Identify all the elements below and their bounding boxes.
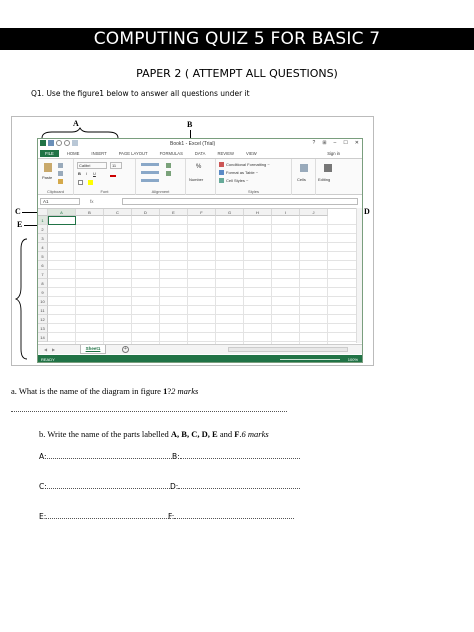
question-b-labels: A, B, C, D, E xyxy=(170,429,218,439)
gridline-vertical xyxy=(103,216,104,344)
row-header-6[interactable]: 6 xyxy=(38,261,48,270)
row-header-9[interactable]: 9 xyxy=(38,288,48,297)
gridline-vertical xyxy=(271,216,272,344)
cells-group xyxy=(292,159,316,195)
gridline-horizontal xyxy=(48,314,358,315)
format-painter-icon[interactable] xyxy=(58,179,63,184)
question-a-text: a. What is the name of the diagram in figure xyxy=(11,386,164,396)
number-group xyxy=(186,159,216,195)
font-name-select[interactable]: Calibri xyxy=(77,162,107,169)
help-button[interactable]: ? xyxy=(312,140,316,146)
answer-f-label: F: xyxy=(168,512,175,521)
styles-group xyxy=(216,159,292,195)
vertical-scrollbar[interactable] xyxy=(356,208,362,343)
sheet-tab-sheet1[interactable]: Sheet1 xyxy=(80,345,106,354)
quiz-title: COMPUTING QUIZ 5 FOR BASIC 7 xyxy=(0,28,474,50)
row-header-2[interactable]: 2 xyxy=(38,225,48,234)
paste-button[interactable]: Paste xyxy=(42,175,53,180)
gridline-horizontal xyxy=(48,278,358,279)
gridline-horizontal xyxy=(48,260,358,261)
font-group-label: Font xyxy=(100,189,109,194)
gridline-horizontal xyxy=(48,332,358,333)
question-a-marks: 2 marks xyxy=(171,386,199,396)
cells-icon xyxy=(300,164,308,172)
tab-formulas[interactable]: FORMULAS xyxy=(159,150,183,156)
bold-button[interactable]: B xyxy=(78,171,81,176)
fill-color-icon[interactable] xyxy=(88,180,93,185)
formula-input[interactable] xyxy=(122,198,358,205)
sheet-tab-bar xyxy=(38,344,362,354)
undo-icon[interactable] xyxy=(56,140,62,146)
tab-page-layout[interactable]: PAGE LAYOUT xyxy=(118,150,148,156)
alignment-group xyxy=(136,159,186,195)
question-b-tail: . xyxy=(239,429,242,439)
align-top-icon[interactable] xyxy=(141,163,159,166)
gridline-horizontal xyxy=(48,287,358,288)
zoom-level[interactable]: 100% xyxy=(347,357,358,362)
editing-group xyxy=(316,159,340,195)
answer-line-a[interactable] xyxy=(11,404,287,412)
font-group xyxy=(74,159,136,195)
alignment-group-label: Alignment xyxy=(151,189,170,194)
row-header-7[interactable]: 7 xyxy=(38,270,48,279)
gridline-vertical xyxy=(327,216,328,344)
question-b-text: b. Write the name of the parts labelled xyxy=(39,429,171,439)
answer-f[interactable] xyxy=(168,512,294,521)
answer-e[interactable] xyxy=(39,512,171,521)
font-color-icon[interactable] xyxy=(110,175,116,177)
row-brace xyxy=(15,237,29,362)
callout-b: B xyxy=(187,120,193,129)
gridline-vertical xyxy=(75,216,76,344)
window-controls xyxy=(313,140,359,146)
clipboard-group xyxy=(38,159,74,195)
conditional-formatting-icon xyxy=(219,162,224,167)
row-header-8[interactable]: 8 xyxy=(38,279,48,288)
question-a-figure-number: 1 xyxy=(163,386,168,396)
tab-view[interactable]: VIEW xyxy=(245,150,257,156)
close-button[interactable]: ✕ xyxy=(354,140,359,146)
status-ready: READY xyxy=(41,357,55,362)
row-header-14[interactable]: 14 xyxy=(38,333,48,342)
ribbon-tabs xyxy=(38,149,362,157)
clipboard-group-label: Clipboard xyxy=(46,189,65,194)
column-header-j[interactable]: J xyxy=(300,209,328,216)
instruction-text: Q1. Use the figure1 below to answer all questions under it xyxy=(31,89,250,98)
tab-insert[interactable]: INSERT xyxy=(91,150,107,156)
conditional-formatting-button[interactable]: Conditional Formatting ~ xyxy=(226,162,270,167)
gridline-horizontal xyxy=(48,251,358,252)
gridline-vertical xyxy=(131,216,132,344)
question-b-last-label: F xyxy=(234,429,240,439)
format-as-table-button[interactable]: Format as Table ~ xyxy=(226,170,259,175)
underline-button[interactable]: U xyxy=(93,171,96,176)
column-header-h[interactable]: H xyxy=(244,209,272,216)
callout-e: E xyxy=(17,220,23,229)
answer-a-label: A: xyxy=(39,452,47,461)
name-box[interactable]: A1 xyxy=(40,198,80,205)
cell-styles-button[interactable]: Cell Styles ~ xyxy=(226,178,249,183)
sign-in-link[interactable]: Sign in xyxy=(327,150,340,156)
format-as-table-icon xyxy=(219,170,224,175)
active-cell-a1[interactable] xyxy=(48,216,76,225)
question-b xyxy=(39,429,269,439)
gridline-vertical xyxy=(215,216,216,344)
callout-d: D xyxy=(364,207,370,216)
percent-button[interactable]: % xyxy=(196,164,202,170)
question-a xyxy=(11,386,198,396)
gridline-horizontal xyxy=(48,323,358,324)
status-bar xyxy=(38,355,362,363)
column-header-g[interactable]: G xyxy=(216,209,244,216)
ribbon xyxy=(38,158,362,195)
gridline-vertical xyxy=(159,216,160,344)
gridline-vertical xyxy=(299,216,300,344)
italic-button[interactable]: I xyxy=(86,171,88,176)
row-header-3[interactable]: 3 xyxy=(38,234,48,243)
excel-titlebar xyxy=(38,139,362,148)
horizontal-scrollbar[interactable] xyxy=(228,347,348,352)
gridline-vertical xyxy=(243,216,244,344)
column-header-d[interactable]: D xyxy=(132,209,160,216)
answer-d-label: D: xyxy=(170,482,179,491)
gridline-horizontal xyxy=(48,224,358,225)
tab-review[interactable]: REVIEW xyxy=(217,150,234,156)
zoom-slider[interactable] xyxy=(280,359,340,360)
question-b-and: and xyxy=(217,429,235,439)
formula-bar xyxy=(38,198,362,206)
tab-home[interactable]: HOME xyxy=(66,150,80,156)
row-header-5[interactable]: 5 xyxy=(38,252,48,261)
row-header-12[interactable]: 12 xyxy=(38,315,48,324)
paste-icon[interactable] xyxy=(44,163,52,172)
gridline-horizontal xyxy=(48,233,358,234)
cells-button[interactable]: Cells xyxy=(297,177,306,182)
editing-icon xyxy=(324,164,332,172)
ribbon-display-button[interactable]: ⊞ xyxy=(322,140,327,146)
column-header-a[interactable]: A xyxy=(48,209,76,216)
answer-b[interactable] xyxy=(172,452,300,461)
answer-a[interactable] xyxy=(39,452,172,461)
gridline-horizontal xyxy=(48,305,358,306)
column-header-i[interactable]: I xyxy=(272,209,300,216)
tab-file[interactable]: FILE xyxy=(40,150,59,157)
row-header-4[interactable]: 4 xyxy=(38,243,48,252)
styles-group-label: Styles xyxy=(248,189,259,194)
callout-c: C xyxy=(15,207,21,216)
select-all-corner[interactable] xyxy=(38,209,48,216)
column-header-b[interactable]: B xyxy=(76,209,104,216)
row-header-1[interactable]: 1 xyxy=(38,216,48,225)
merge-center-icon[interactable] xyxy=(166,171,171,176)
tab-data[interactable]: DATA xyxy=(194,150,206,156)
new-sheet-button[interactable]: + xyxy=(122,346,129,353)
row-header-13[interactable]: 13 xyxy=(38,324,48,333)
answer-c[interactable] xyxy=(39,482,172,491)
scroll-sheets-left-icon[interactable]: ◀ xyxy=(44,347,48,352)
font-size-select[interactable]: 11 xyxy=(110,162,122,169)
column-header-c[interactable]: C xyxy=(104,209,132,216)
insert-function-button[interactable]: fx xyxy=(90,199,94,204)
answer-c-label: C: xyxy=(39,482,47,491)
copy-icon[interactable] xyxy=(58,171,63,176)
paper-heading: PAPER 2 ( ATTEMPT ALL QUESTIONS) xyxy=(136,67,338,80)
number-format-button[interactable]: Number xyxy=(189,177,204,182)
worksheet-grid[interactable] xyxy=(38,208,358,343)
figure-1 xyxy=(11,116,374,366)
maximize-button[interactable]: ☐ xyxy=(343,140,348,146)
answer-b-label: B: xyxy=(172,452,180,461)
excel-window-title: Book1 - Excel (Trial) xyxy=(170,141,216,147)
question-b-marks: 6 marks xyxy=(241,429,269,439)
redo-icon[interactable] xyxy=(64,140,70,146)
save-icon[interactable] xyxy=(48,140,54,146)
excel-logo-icon xyxy=(40,140,46,146)
question-a-tail: ? xyxy=(167,386,172,396)
row-header-11[interactable]: 11 xyxy=(38,306,48,315)
wrap-text-icon[interactable] xyxy=(166,163,171,168)
gridline-horizontal xyxy=(48,269,358,270)
indent-icon[interactable] xyxy=(141,179,159,182)
column-header-e[interactable]: E xyxy=(160,209,188,216)
gridline-vertical xyxy=(187,216,188,344)
column-header-f[interactable]: F xyxy=(188,209,216,216)
gridline-horizontal xyxy=(48,341,358,342)
gridline-horizontal xyxy=(48,296,358,297)
gridline-horizontal xyxy=(48,242,358,243)
answer-e-label: E: xyxy=(39,512,47,521)
editing-button[interactable]: Editing xyxy=(318,177,331,182)
borders-icon[interactable] xyxy=(78,180,83,185)
callout-a: A xyxy=(73,119,79,128)
cell-styles-icon xyxy=(219,178,224,183)
minimize-button[interactable]: – xyxy=(333,140,337,146)
scroll-sheets-right-icon[interactable]: ▶ xyxy=(52,347,56,352)
answer-d[interactable] xyxy=(170,482,300,491)
align-center-icon[interactable] xyxy=(141,171,159,174)
quick-print-icon[interactable] xyxy=(72,140,78,146)
excel-window xyxy=(37,138,363,363)
row-header-10[interactable]: 10 xyxy=(38,297,48,306)
cut-icon[interactable] xyxy=(58,163,63,168)
quick-access-toolbar xyxy=(40,140,78,146)
